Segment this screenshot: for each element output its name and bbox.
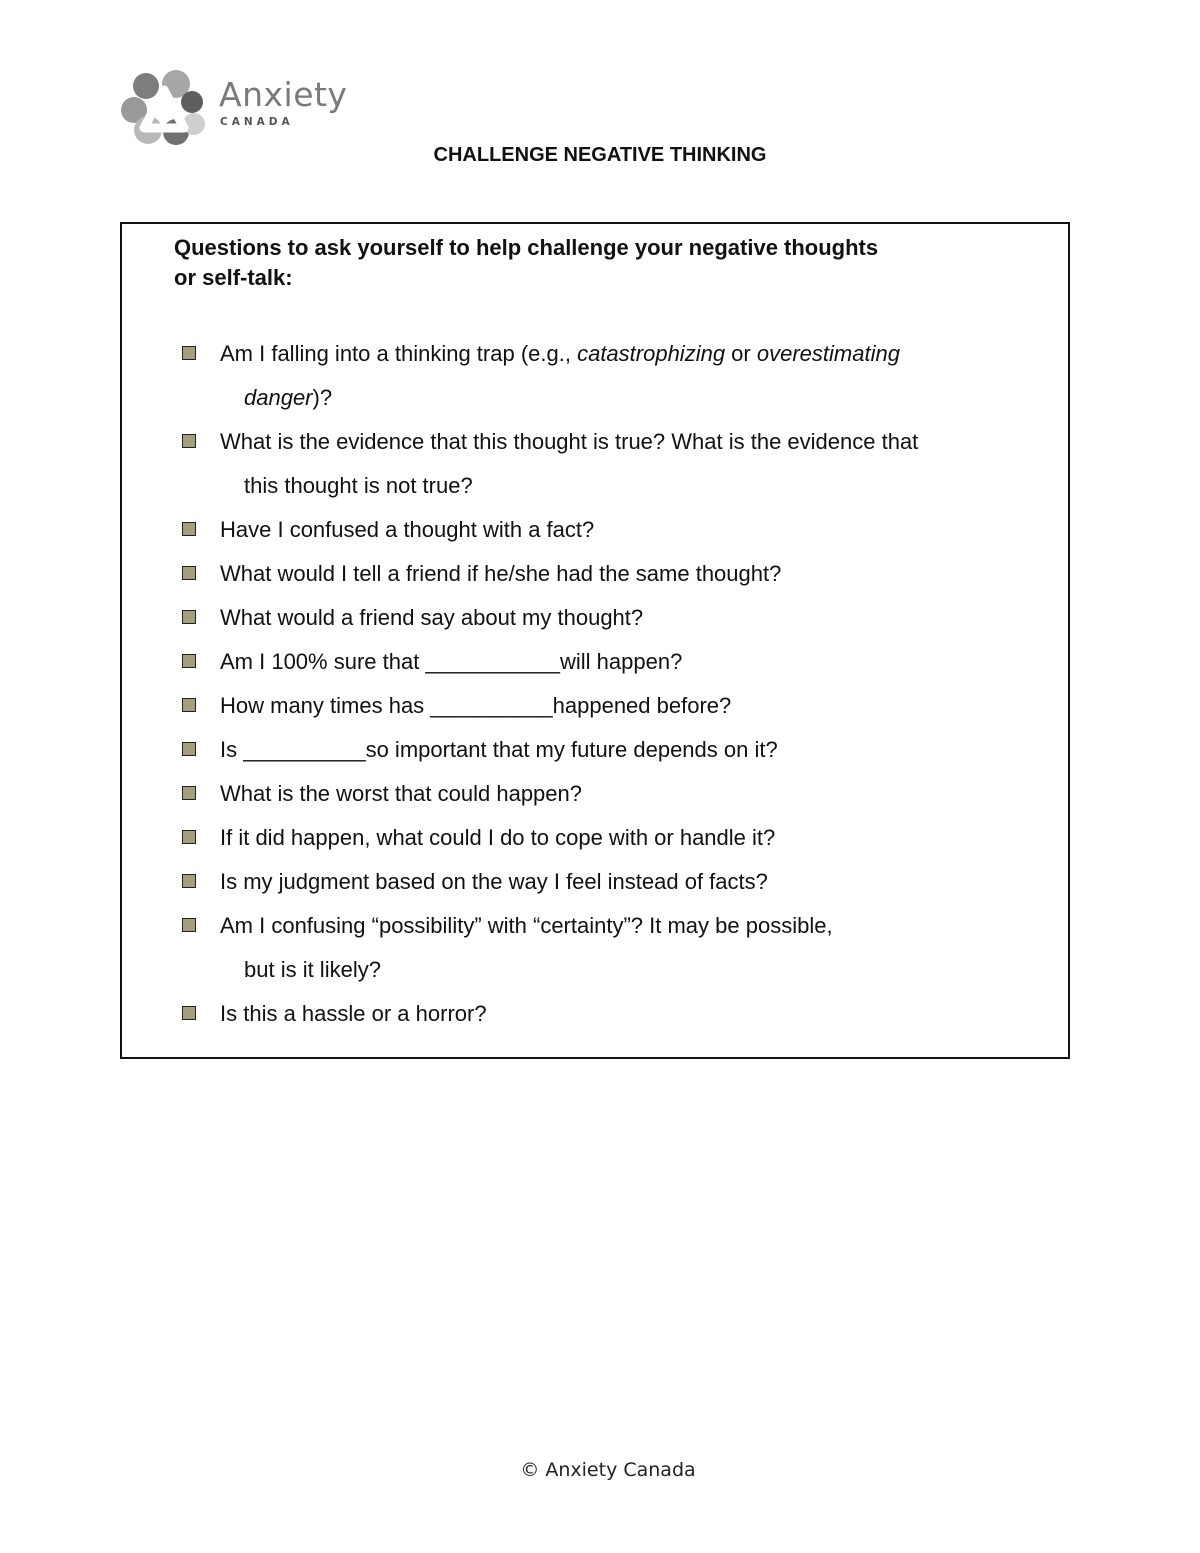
- list-item: [122, 552, 1068, 596]
- square-bullet-icon: [182, 874, 196, 888]
- square-bullet-icon: [182, 742, 196, 756]
- question-text: What is the evidence that this thought is true? What is the evidence that: [220, 429, 919, 454]
- square-bullet-icon: [182, 1006, 196, 1020]
- italic-term: overestimating: [756, 341, 900, 366]
- square-bullet-icon: [182, 830, 196, 844]
- question-text: How many times has __________happened before?: [220, 693, 732, 718]
- question-text: What would I tell a friend if he/she had the same thought?: [220, 561, 782, 586]
- logo-wordmark: Anxiety: [219, 75, 348, 114]
- list-item: [122, 508, 1068, 552]
- question-text: Am I falling into a thinking trap (e.g.,: [220, 341, 578, 366]
- square-bullet-icon: [182, 918, 196, 932]
- list-item: [122, 772, 1068, 816]
- question-text: or: [725, 341, 757, 366]
- anxiety-canada-logo-mark-icon: [118, 64, 210, 152]
- question-list: [122, 332, 1068, 1036]
- question-text: Am I confusing “possibility” with “certainty”? It may be possible,: [220, 913, 833, 938]
- box-heading-line-1: Questions to ask yourself to help challenge your negative thoughts: [174, 235, 879, 260]
- list-item: [122, 640, 1068, 684]
- question-line-continued: [220, 376, 1048, 420]
- questions-box: [120, 222, 1070, 1059]
- square-bullet-icon: [182, 698, 196, 712]
- anxiety-canada-logo: [118, 64, 358, 154]
- square-bullet-icon: [182, 610, 196, 624]
- list-item: [122, 596, 1068, 640]
- list-item: [122, 992, 1068, 1036]
- question-text: )?: [312, 385, 333, 410]
- question-text: What would a friend say about my thought?: [220, 605, 644, 630]
- question-text-continued: this thought is not true?: [244, 473, 473, 498]
- square-bullet-icon: [182, 786, 196, 800]
- list-item: [122, 860, 1068, 904]
- question-text: Have I confused a thought with a fact?: [220, 517, 595, 542]
- list-item: [122, 332, 1068, 420]
- list-item: [122, 420, 1068, 508]
- square-bullet-icon: [182, 654, 196, 668]
- logo-subtitle: CANADA: [220, 116, 294, 128]
- square-bullet-icon: [182, 566, 196, 580]
- list-item: [122, 816, 1068, 860]
- square-bullet-icon: [182, 434, 196, 448]
- box-heading: [174, 233, 1034, 293]
- page-title: CHALLENGE NEGATIVE THINKING: [433, 144, 767, 166]
- list-item: [122, 904, 1068, 992]
- italic-term: catastrophizing: [577, 341, 726, 366]
- list-item: [122, 728, 1068, 772]
- question-text: Is my judgment based on the way I feel instead of facts?: [220, 869, 768, 894]
- question-text: Am I 100% sure that ___________will happen?: [220, 649, 683, 674]
- question-text-continued: but is it likely?: [244, 957, 381, 982]
- question-text: Is __________so important that my future depends on it?: [220, 737, 778, 762]
- question-text: Is this a hassle or a horror?: [220, 1001, 487, 1026]
- list-item: [122, 684, 1068, 728]
- italic-term: danger: [244, 385, 313, 410]
- box-heading-line-2: or self-talk:: [174, 265, 293, 290]
- square-bullet-icon: [182, 346, 196, 360]
- footer-copyright: © Anxiety Canada: [520, 1459, 696, 1481]
- square-bullet-icon: [182, 522, 196, 536]
- question-text: What is the worst that could happen?: [220, 781, 582, 806]
- question-line: [220, 332, 1048, 376]
- question-text: If it did happen, what could I do to cope with or handle it?: [220, 825, 776, 850]
